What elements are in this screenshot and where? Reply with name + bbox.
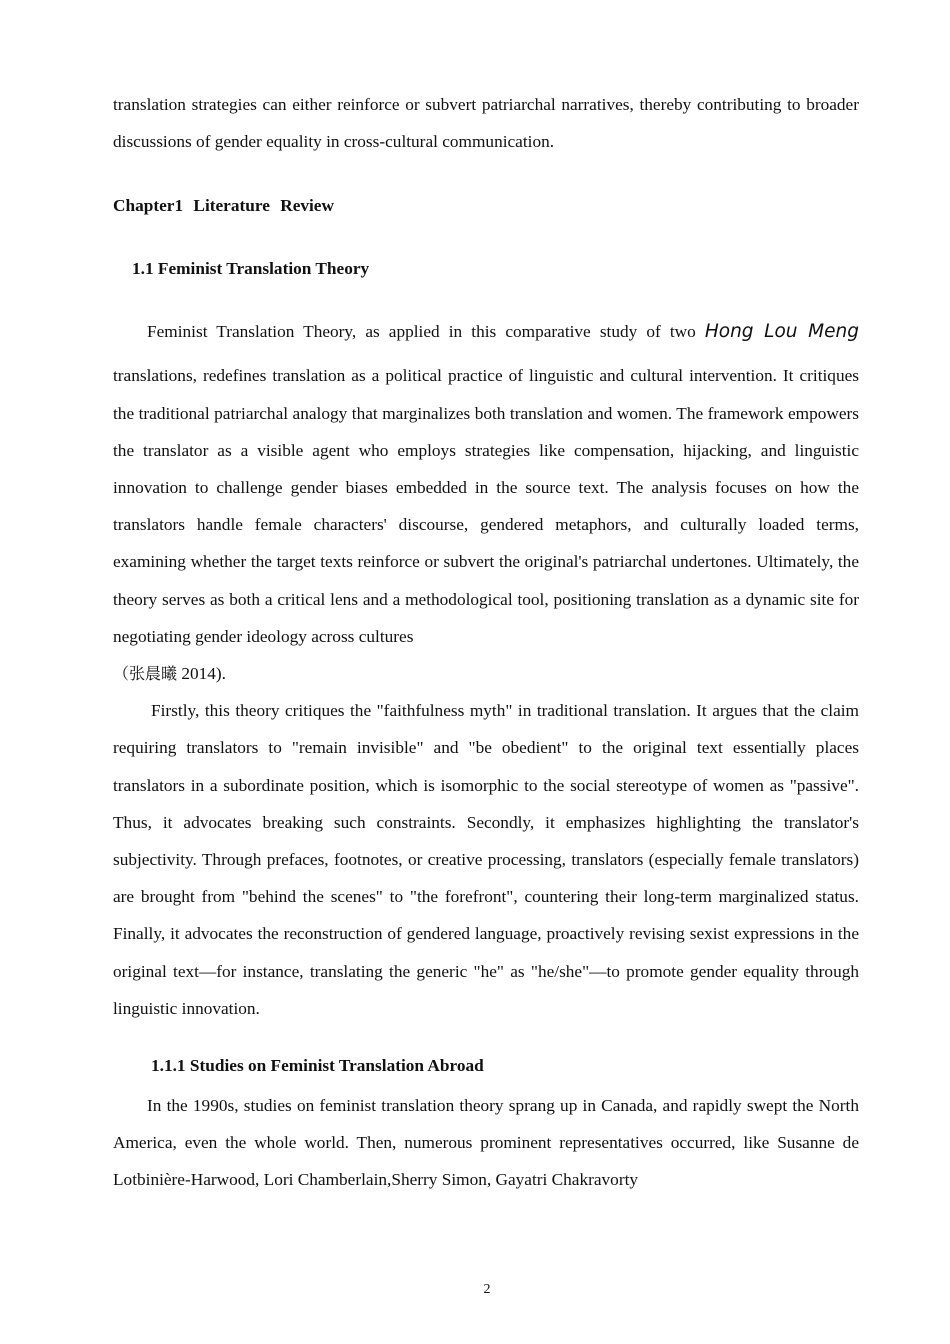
paragraph-studies-abroad: In the 1990s, studies on feminist translation theory sprang up in Canada, and rapidly swept the North America, even the whole world. Then, numerous prominent representatives occurred, like Susanne de Lotbinière-Harwood, Lori Chamberlain,Sherry Simon, Gayatri Chakravorty <box>113 1096 859 1190</box>
paragraph-body-text: translations, redefines translation as a political practice of linguistic and cultural intervention. It critiques the traditional patriarchal analogy that marginalizes both translation and women. The framework empowers the translator as a visible agent who employs strategies like compensation, hijacking, and linguistic innovation to challenge gender biases embedded in the source text. The analysis focuses on how the translators handle female characters' discourse, gendered metaphors, and culturally loaded terms, examining whether the target texts reinforce or subvert the original's patriarchal undertones. Ultimately, the theory serves as both a critical lens and a methodological tool, positioning translation as a dynamic site for negotiating gender ideology across cultures <box>113 366 859 646</box>
citation-year: 2014). <box>177 664 226 684</box>
section-1-1-heading: 1.1 Feminist Translation Theory <box>132 259 370 279</box>
paragraph-first-line <box>113 307 859 357</box>
book-title: Hong Lou Meng <box>704 321 859 343</box>
paragraph-feminist-translation-theory <box>113 307 859 692</box>
chapter-title-word-1: Literature <box>193 196 270 216</box>
citation-author: （张晨曦 <box>113 664 178 684</box>
paragraph-theory-critiques: Firstly, this theory critiques the "faithfulness myth" in traditional translation. It argues that the claim requiring translators to "remain invisible" and "be obedient" to the original text essentially places translators in a subordinate position, which is isomorphic to the social stereotype of women as "passive". Thus, it advocates breaking such constraints. Secondly, it emphasizes highlighting the translator's subjectivity. Through prefaces, footnotes, or creative processing, translators (especially female translators) are brought from "behind the scenes" to "the forefront", countering their long-term marginalized status. Finally, it advocates the reconstruction of gendered language, proactively revising sexist expressions in the original text—for instance, translating the generic "he" as "he/she"—to promote gender equality through linguistic innovation. <box>113 701 859 1018</box>
chapter-heading <box>113 187 859 224</box>
page-body <box>113 86 859 1199</box>
page-number: 2 <box>483 1282 491 1297</box>
lead-paragraph: translation strategies can either reinforce or subvert patriarchal narratives, thereby contributing to broader discussions of gender equality in cross-cultural communication. <box>113 95 859 152</box>
chapter-title-word-2: Review <box>280 196 334 216</box>
chapter-label: Chapter1 <box>113 196 184 216</box>
section-1-1-1-heading: 1.1.1 Studies on Feminist Translation Abroad <box>151 1056 484 1076</box>
paragraph-first-line-text: Feminist Translation Theory, as applied in this comparative study of two <box>147 322 705 342</box>
